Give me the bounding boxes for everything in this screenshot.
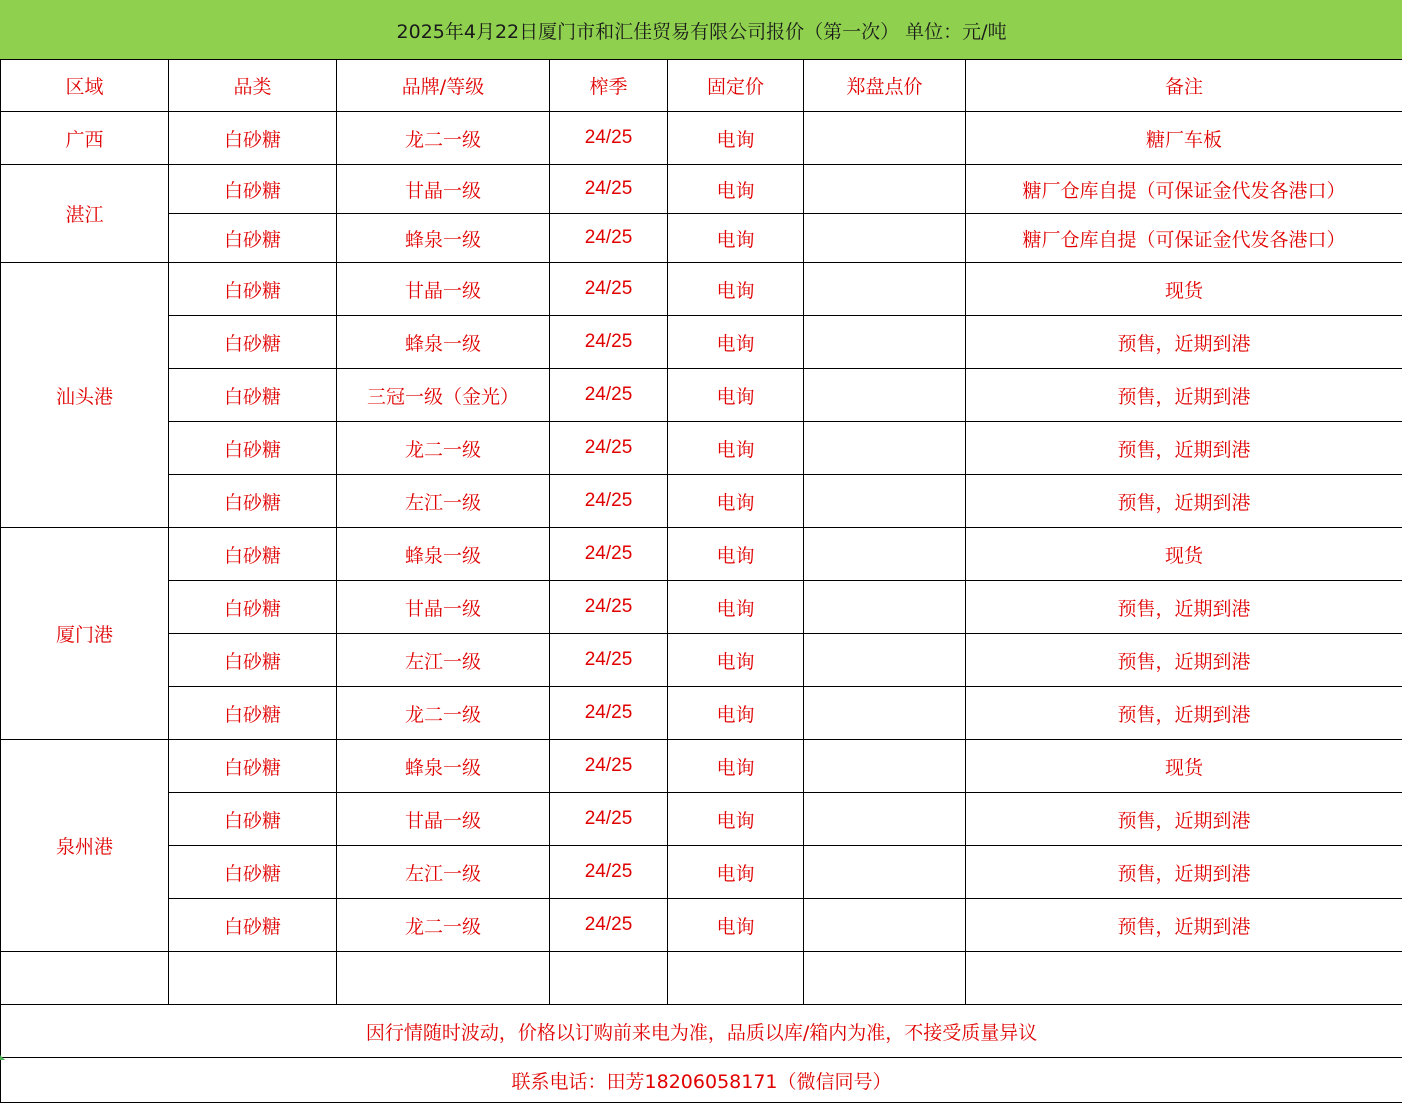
category-cell: 白砂糖: [169, 112, 337, 165]
header-region: 区域: [1, 60, 169, 112]
remark-cell: 糖厂仓库自提（可保证金代发各港口）: [966, 214, 1402, 263]
category-cell: 白砂糖: [169, 740, 337, 793]
fixed-price-cell: 电询: [668, 899, 804, 952]
remark-cell: 预售，近期到港: [966, 846, 1402, 899]
brand-cell: 甘晶一级: [337, 165, 550, 214]
season-cell: 24/25: [550, 214, 668, 263]
table-row: [1, 687, 1402, 740]
zheng-price-cell: [804, 369, 966, 422]
zheng-price-cell: [804, 422, 966, 475]
blank-cell: [550, 952, 668, 1005]
zheng-price-cell: [804, 263, 966, 316]
zheng-price-cell: [804, 846, 966, 899]
table-row: [1, 793, 1402, 846]
remark-cell: 预售，近期到港: [966, 634, 1402, 687]
season-cell: 24/25: [550, 899, 668, 952]
header-row: [1, 60, 1402, 112]
category-cell: 白砂糖: [169, 475, 337, 528]
disclaimer-note: 因行情随时波动，价格以订购前来电为准，品质以库/箱内为准，不接受质量异议: [1, 1005, 1402, 1058]
table-row: [1, 165, 1402, 214]
table-row: [1, 369, 1402, 422]
table-row: [1, 263, 1402, 316]
blank-row: [1, 952, 1402, 1005]
table-row: [1, 740, 1402, 793]
remark-cell: 预售，近期到港: [966, 369, 1402, 422]
brand-cell: 左江一级: [337, 475, 550, 528]
fixed-price-cell: 电询: [668, 581, 804, 634]
category-cell: 白砂糖: [169, 369, 337, 422]
remark-cell: 预售，近期到港: [966, 899, 1402, 952]
contact-info: 联系电话：田芳18206058171（微信同号）: [1, 1058, 1402, 1103]
zheng-price-cell: [804, 528, 966, 581]
title-row: [1, 1, 1402, 60]
table-row: [1, 528, 1402, 581]
zheng-price-cell: [804, 165, 966, 214]
brand-cell: 龙二一级: [337, 112, 550, 165]
header-season: 榨季: [550, 60, 668, 112]
category-cell: 白砂糖: [169, 528, 337, 581]
brand-cell: 甘晶一级: [337, 793, 550, 846]
header-remark: 备注: [966, 60, 1402, 112]
season-cell: 24/25: [550, 740, 668, 793]
category-cell: 白砂糖: [169, 165, 337, 214]
fixed-price-cell: 电询: [668, 263, 804, 316]
brand-cell: 龙二一级: [337, 899, 550, 952]
zheng-price-cell: [804, 475, 966, 528]
fixed-price-cell: 电询: [668, 528, 804, 581]
season-cell: 24/25: [550, 793, 668, 846]
zheng-price-cell: [804, 214, 966, 263]
category-cell: 白砂糖: [169, 687, 337, 740]
zheng-price-cell: [804, 899, 966, 952]
zheng-price-cell: [804, 316, 966, 369]
season-cell: 24/25: [550, 634, 668, 687]
brand-cell: 左江一级: [337, 634, 550, 687]
region-cell: 汕头港: [1, 263, 169, 528]
season-cell: 24/25: [550, 846, 668, 899]
category-cell: 白砂糖: [169, 634, 337, 687]
category-cell: 白砂糖: [169, 422, 337, 475]
region-cell: 厦门港: [1, 528, 169, 740]
fixed-price-cell: 电询: [668, 214, 804, 263]
remark-cell: 现货: [966, 263, 1402, 316]
cell-corner-marker: [0, 1055, 5, 1060]
season-cell: 24/25: [550, 475, 668, 528]
region-cell: 广西: [1, 112, 169, 165]
fixed-price-cell: 电询: [668, 634, 804, 687]
season-cell: 24/25: [550, 112, 668, 165]
zheng-price-cell: [804, 793, 966, 846]
region-cell: 泉州港: [1, 740, 169, 952]
fixed-price-cell: 电询: [668, 793, 804, 846]
fixed-price-cell: 电询: [668, 475, 804, 528]
region-cell: 湛江: [1, 165, 169, 263]
season-cell: 24/25: [550, 165, 668, 214]
brand-cell: 甘晶一级: [337, 263, 550, 316]
category-cell: 白砂糖: [169, 316, 337, 369]
header-category: 品类: [169, 60, 337, 112]
fixed-price-cell: 电询: [668, 165, 804, 214]
brand-cell: 龙二一级: [337, 422, 550, 475]
brand-cell: 蜂泉一级: [337, 316, 550, 369]
fixed-price-cell: 电询: [668, 740, 804, 793]
remark-cell: 糖厂车板: [966, 112, 1402, 165]
brand-cell: 龙二一级: [337, 687, 550, 740]
contact-row: [1, 1058, 1402, 1103]
remark-cell: 预售，近期到港: [966, 422, 1402, 475]
remark-cell: 现货: [966, 740, 1402, 793]
table-row: [1, 634, 1402, 687]
zheng-price-cell: [804, 634, 966, 687]
zheng-price-cell: [804, 581, 966, 634]
blank-cell: [804, 952, 966, 1005]
table-row: [1, 422, 1402, 475]
header-brand: 品牌/等级: [337, 60, 550, 112]
remark-cell: 预售，近期到港: [966, 316, 1402, 369]
fixed-price-cell: 电询: [668, 687, 804, 740]
season-cell: 24/25: [550, 369, 668, 422]
blank-cell: [337, 952, 550, 1005]
fixed-price-cell: 电询: [668, 369, 804, 422]
zheng-price-cell: [804, 112, 966, 165]
brand-cell: 三冠一级（金光）: [337, 369, 550, 422]
fixed-price-cell: 电询: [668, 316, 804, 369]
brand-cell: 蜂泉一级: [337, 740, 550, 793]
table-row: [1, 214, 1402, 263]
remark-cell: 现货: [966, 528, 1402, 581]
category-cell: 白砂糖: [169, 581, 337, 634]
brand-cell: 甘晶一级: [337, 581, 550, 634]
season-cell: 24/25: [550, 263, 668, 316]
remark-cell: 预售，近期到港: [966, 475, 1402, 528]
table-row: [1, 581, 1402, 634]
blank-cell: [1, 952, 169, 1005]
note-row: [1, 1005, 1402, 1058]
category-cell: 白砂糖: [169, 263, 337, 316]
table-row: [1, 475, 1402, 528]
blank-cell: [668, 952, 804, 1005]
zheng-price-cell: [804, 687, 966, 740]
table-row: [1, 316, 1402, 369]
category-cell: 白砂糖: [169, 846, 337, 899]
table-row: [1, 112, 1402, 165]
fixed-price-cell: 电询: [668, 422, 804, 475]
remark-cell: 预售，近期到港: [966, 687, 1402, 740]
zheng-price-cell: [804, 740, 966, 793]
fixed-price-cell: 电询: [668, 112, 804, 165]
remark-cell: 糖厂仓库自提（可保证金代发各港口）: [966, 165, 1402, 214]
sheet-title: 2025年4月22日厦门市和汇佳贸易有限公司报价（第一次） 单位：元/吨: [1, 1, 1402, 60]
brand-cell: 蜂泉一级: [337, 214, 550, 263]
season-cell: 24/25: [550, 687, 668, 740]
category-cell: 白砂糖: [169, 899, 337, 952]
fixed-price-cell: 电询: [668, 846, 804, 899]
remark-cell: 预售，近期到港: [966, 581, 1402, 634]
season-cell: 24/25: [550, 581, 668, 634]
header-zheng-price: 郑盘点价: [804, 60, 966, 112]
header-fixed-price: 固定价: [668, 60, 804, 112]
table-row: [1, 899, 1402, 952]
remark-cell: 预售，近期到港: [966, 793, 1402, 846]
season-cell: 24/25: [550, 528, 668, 581]
brand-cell: 蜂泉一级: [337, 528, 550, 581]
brand-cell: 左江一级: [337, 846, 550, 899]
table-row: [1, 846, 1402, 899]
category-cell: 白砂糖: [169, 793, 337, 846]
season-cell: 24/25: [550, 422, 668, 475]
blank-cell: [169, 952, 337, 1005]
season-cell: 24/25: [550, 316, 668, 369]
blank-cell: [966, 952, 1402, 1005]
category-cell: 白砂糖: [169, 214, 337, 263]
